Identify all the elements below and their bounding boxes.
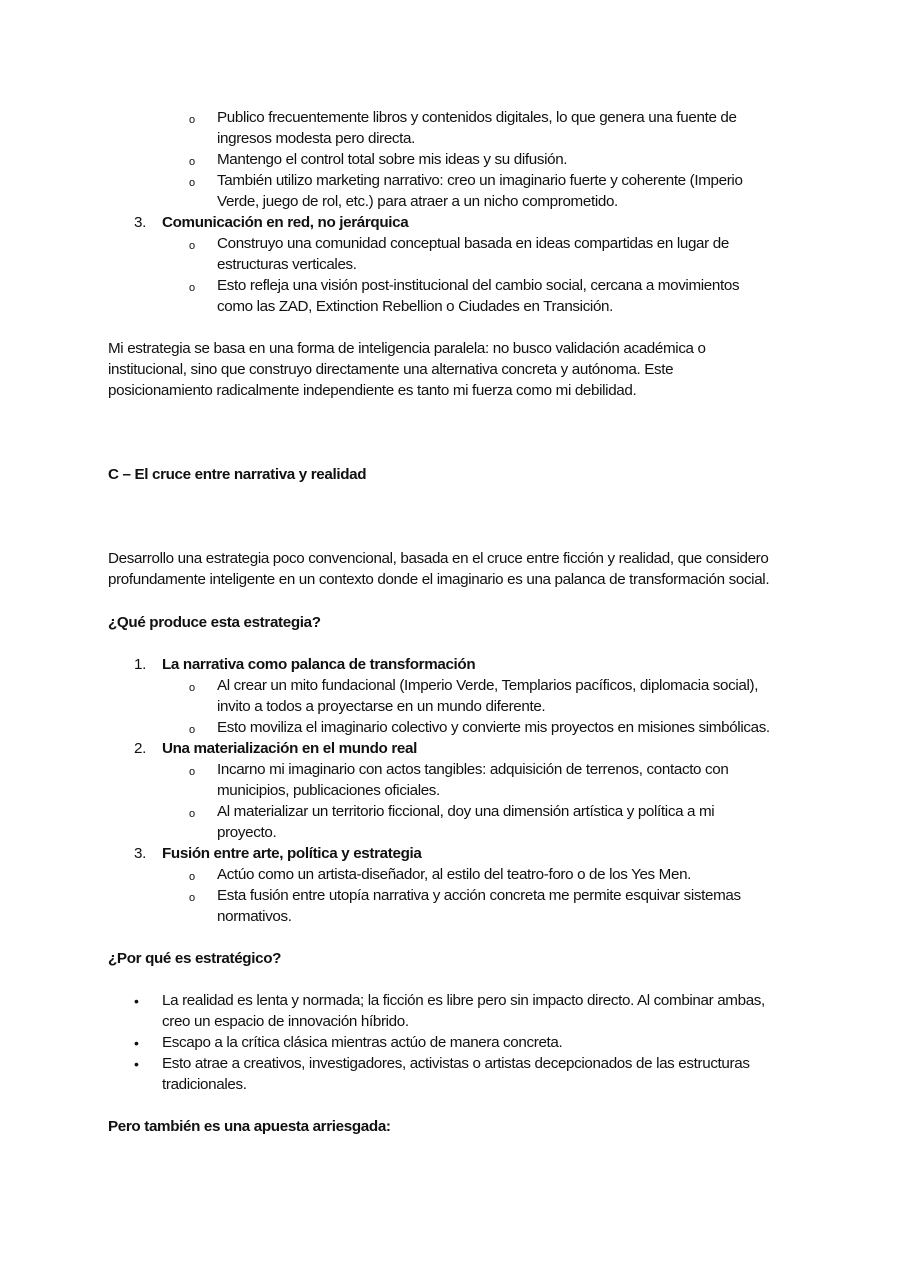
list-item-line: normativos. xyxy=(217,908,292,925)
circle-bullet: o xyxy=(189,282,195,294)
list-item-line: como las ZAD, Extinction Rebellion o Ciudades en Transición. xyxy=(217,298,614,315)
section-heading: C – El cruce entre narrativa y realidad xyxy=(108,466,367,483)
list-item-line: estructuras verticales. xyxy=(217,256,357,273)
list-item-line: ingresos modesta pero directa. xyxy=(217,130,416,147)
paragraph-line: Desarrollo una estrategia poco convencional, basada en el cruce entre ficción y realidad, que considero xyxy=(108,550,769,567)
list-item-line: Mantengo el control total sobre mis ideas y su difusión. xyxy=(217,151,568,168)
circle-bullet: o xyxy=(189,177,195,189)
list-item-line: proyecto. xyxy=(217,824,277,841)
item-number: 2. xyxy=(134,740,146,757)
subheading-why: ¿Por qué es estratégico? xyxy=(108,950,282,967)
list-item-line: Actúo como un artista-diseñador, al estilo del teatro-foro o de los Yes Men. xyxy=(217,866,692,883)
subheading-risk: Pero también es una apuesta arriesgada: xyxy=(108,1118,391,1135)
circle-bullet: o xyxy=(189,682,195,694)
circle-bullet: o xyxy=(189,724,195,736)
item-number: 3. xyxy=(134,845,146,862)
item-number: 3. xyxy=(134,214,146,231)
item-title: Comunicación en red, no jerárquica xyxy=(162,214,409,231)
list-item-line: tradicionales. xyxy=(162,1076,247,1093)
circle-bullet: o xyxy=(189,240,195,252)
item-number: 1. xyxy=(134,656,146,673)
list-item-line: Esta fusión entre utopía narrativa y acción concreta me permite esquivar sistemas xyxy=(217,887,741,904)
list-item-line: Escapo a la crítica clásica mientras actúo de manera concreta. xyxy=(162,1034,563,1051)
paragraph-line: institucional, sino que construyo directamente una alternativa concreta y autónoma. Este xyxy=(108,361,674,378)
circle-bullet: o xyxy=(189,114,195,126)
list-item-line: invito a todos a proyectarse en un mundo diferente. xyxy=(217,698,546,715)
list-item-line: municipios, publicaciones oficiales. xyxy=(217,782,440,799)
circle-bullet: o xyxy=(189,871,195,883)
list-item-line: También utilizo marketing narrativo: creo un imaginario fuerte y coherente (Imperio xyxy=(217,172,743,189)
list-item-line: Al materializar un territorio ficcional, doy una dimensión artística y política a mi xyxy=(217,803,715,820)
list-item-line: Construyo una comunidad conceptual basada en ideas compartidas en lugar de xyxy=(217,235,729,252)
circle-bullet: o xyxy=(189,156,195,168)
paragraph-line: posicionamiento radicalmente independiente es tanto mi fuerza como mi debilidad. xyxy=(108,382,637,399)
circle-bullet: o xyxy=(189,766,195,778)
list-item-line: Verde, juego de rol, etc.) para atraer a un nicho comprometido. xyxy=(217,193,618,210)
item-title: La narrativa como palanca de transformación xyxy=(162,656,476,673)
list-item-line: Esto atrae a creativos, investigadores, activistas o artistas decepcionados de las estructuras xyxy=(162,1055,750,1072)
bullet-dot: • xyxy=(134,1035,139,1051)
paragraph-line: profundamente inteligente en un contexto donde el imaginario es una palanca de transformación social. xyxy=(108,571,770,588)
circle-bullet: o xyxy=(189,892,195,904)
list-item-line: Esto refleja una visión post-institucional del cambio social, cercana a movimientos xyxy=(217,277,740,294)
list-item-line: Incarno mi imaginario con actos tangibles: adquisición de terrenos, contacto con xyxy=(217,761,729,778)
subheading-what: ¿Qué produce esta estrategia? xyxy=(108,614,321,631)
list-item-line: La realidad es lenta y normada; la ficción es libre pero sin impacto directo. Al combinar ambas, xyxy=(162,992,765,1009)
bullet-dot: • xyxy=(134,1056,139,1072)
paragraph-line: Mi estrategia se basa en una forma de inteligencia paralela: no busco validación académica o xyxy=(108,340,706,357)
item-title: Una materialización en el mundo real xyxy=(162,740,417,757)
circle-bullet: o xyxy=(189,808,195,820)
list-item-line: creo un espacio de innovación híbrido. xyxy=(162,1013,409,1030)
bullet-dot: • xyxy=(134,993,139,1009)
item-title: Fusión entre arte, política y estrategia xyxy=(162,845,422,862)
list-item-line: Al crear un mito fundacional (Imperio Verde, Templarios pacíficos, diplomacia social), xyxy=(217,677,759,694)
list-item-line: Esto moviliza el imaginario colectivo y convierte mis proyectos en misiones simbólicas. xyxy=(217,719,770,736)
list-item-line: Publico frecuentemente libros y contenidos digitales, lo que genera una fuente de xyxy=(217,109,737,126)
